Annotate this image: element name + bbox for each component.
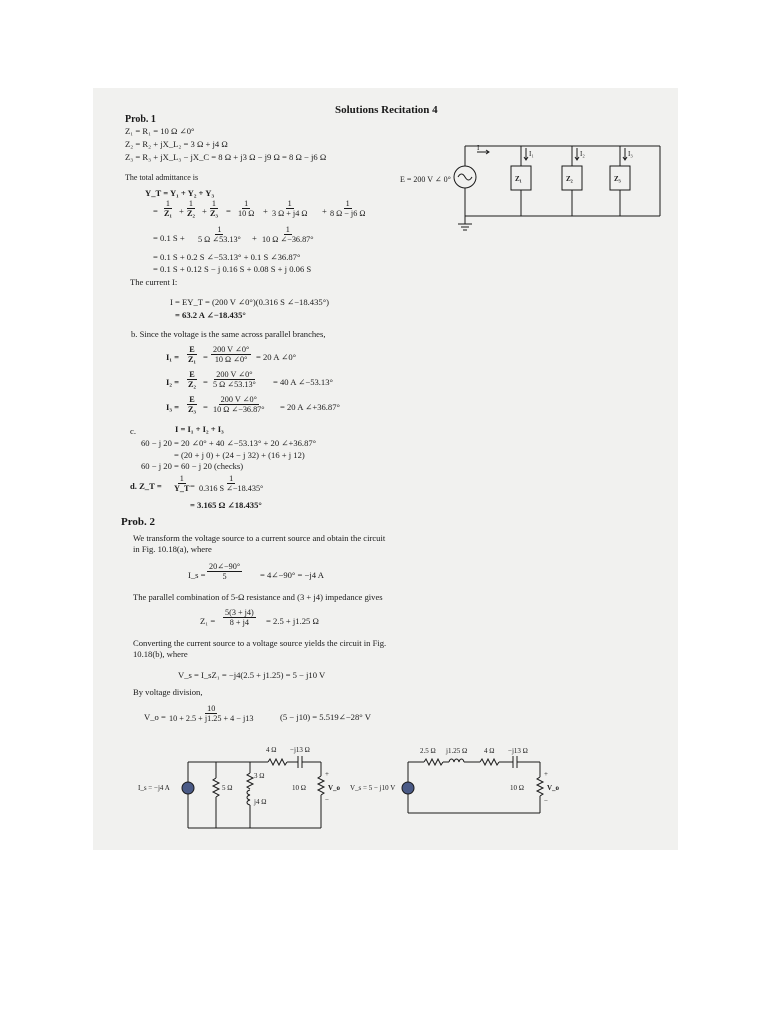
current-source-icon bbox=[182, 782, 194, 794]
prob1-z1: Z₁ = R₁ = 10 Ω ∠0° bbox=[125, 126, 195, 136]
prob1-z2: Z₂ = R₂ + jX_L₂ = 3 Ω + j4 Ω bbox=[125, 139, 228, 149]
prob1-z3: Z₃ = R₃ + jX_L₃ − jX_C = 8 Ω + j3 Ω − j9 Ω = 8 Ω − j6 Ω bbox=[125, 152, 327, 162]
z1-lhs: Z₁ = bbox=[200, 616, 216, 626]
eq-sign: = bbox=[190, 481, 195, 491]
prob1-current-intro: The current I: bbox=[130, 277, 178, 287]
eq-sign: = bbox=[203, 352, 208, 362]
eq-sign: = bbox=[153, 206, 158, 216]
z1-result: = 2.5 + j1.25 Ω bbox=[266, 616, 319, 626]
frac-e-z1: $\frac{E}{\text{Z₁}}$ bbox=[188, 345, 196, 364]
plus-sign: + bbox=[322, 206, 327, 216]
eq-sign: = bbox=[203, 402, 208, 412]
circuit2a-r5: 5 Ω bbox=[222, 784, 233, 792]
vs-eq: V_s = I_sZ₁ = −j4(2.5 + j1.25) = 5 − j10 V bbox=[178, 670, 326, 680]
circuit2a-vo: V_o bbox=[328, 784, 341, 792]
prob1-admittance-intro: The total admittance is bbox=[125, 173, 199, 182]
eq-sign: = bbox=[203, 377, 208, 387]
circuit2a-r4: 4 Ω bbox=[266, 746, 277, 754]
c-line1: 60 − j 20 = 20 ∠0° + 40 ∠−53.13° + 20 ∠+36.87° bbox=[141, 438, 317, 448]
prob2-p3a: Converting the current source to a voltage source yields the circuit in Fig. bbox=[133, 638, 387, 648]
circuit2b-minus: − bbox=[544, 797, 548, 805]
prob1-l3-pre: = 0.1 S + bbox=[153, 233, 185, 243]
circuit1-z3: Z₃ bbox=[614, 175, 621, 183]
circuit2a-diagram bbox=[138, 740, 341, 835]
circuit2a-minus: − bbox=[325, 796, 329, 804]
circuit2b-plus: + bbox=[544, 770, 548, 778]
circuit2b-r25: 2.5 Ω bbox=[420, 747, 436, 755]
frac-z1: $\frac{5(3 + j4)}{8 + j4}$ bbox=[225, 608, 254, 627]
prob1-l4: = 0.1 S + 0.2 S ∠−53.13° + 0.1 S ∠36.87° bbox=[153, 252, 301, 262]
prob2-heading: Prob. 2 bbox=[121, 516, 156, 528]
circuit1-i-total: I bbox=[477, 144, 480, 152]
circuit1-i2: I₂ bbox=[580, 150, 585, 158]
frac-1-z3: $\frac{1}{\text{Z₃}}$ bbox=[210, 199, 218, 218]
frac-vo: $\frac{10}{10 + 2.5 + j1.25 + 4 - j13}$ bbox=[169, 704, 254, 723]
c-line3: 60 − j 20 = 60 − j 20 (checks) bbox=[141, 461, 244, 471]
circuit2b-c13: −j13 Ω bbox=[508, 747, 528, 755]
i1-result: = 20 A ∠0° bbox=[256, 352, 297, 362]
circuit2a-l4: j4 Ω bbox=[254, 798, 267, 806]
circuit1-diagram bbox=[455, 138, 670, 230]
is-result: = 4∠−90° = −j4 A bbox=[260, 570, 324, 580]
circuit2a-r10: 10 Ω bbox=[292, 784, 306, 792]
circuit2b-diagram bbox=[350, 745, 560, 820]
vo-lhs: V_o = bbox=[144, 712, 166, 722]
prob2-p1b: in Fig. 10.18(a), where bbox=[133, 544, 212, 554]
plus-sign: + bbox=[179, 206, 184, 216]
i3-lhs: I₃ = bbox=[166, 402, 179, 412]
frac-1-z3-value: $\frac{1}{8 \Omega - j6 \Omega}$ bbox=[330, 199, 366, 218]
frac-200-10-neg: $\frac{200 V \angle 0^\circ}{10 \Omega \angle-36.87^\circ}$ bbox=[213, 395, 265, 414]
i2-lhs: I₂ = bbox=[166, 377, 179, 387]
i3-result: = 20 A ∠+36.87° bbox=[280, 402, 340, 412]
prob1-b-text: b. Since the voltage is the same across parallel branches, bbox=[131, 329, 326, 339]
frac-is: $\frac{20\angle-90^\circ}{5}$ bbox=[209, 562, 241, 581]
frac-1-0316: $\frac{1}{0.316 S \angle-18.435^\circ}$ bbox=[199, 474, 264, 493]
frac-1-z2-value: $\frac{1}{3 \Omega + j4 \Omega}$ bbox=[272, 199, 308, 218]
vo-result: (5 − j10) = 5.519∠−28° V bbox=[280, 712, 371, 722]
i2-result: = 40 A ∠−53.13° bbox=[273, 377, 333, 387]
prob2-p1a: We transform the voltage source to a current source and obtain the circuit bbox=[133, 533, 386, 543]
frac-1-5ohm: $\frac{1}{5 \Omega \angle 53.13^\circ}$ bbox=[198, 225, 241, 244]
frac-1-z1: $\frac{1}{\text{Z₁}}$ bbox=[164, 199, 172, 218]
eq-sign: = bbox=[226, 206, 231, 216]
circuit1-z1: Z₁ bbox=[515, 175, 522, 183]
circuit1-i1: I₁ bbox=[529, 150, 534, 158]
circuit2a-c13: −j13 Ω bbox=[290, 746, 310, 754]
c-label: c. bbox=[130, 426, 136, 436]
frac-200-5: $\frac{200 V \angle 0^\circ}{5 \Omega \angle 53.13^\circ}$ bbox=[213, 370, 256, 389]
circuit2a-r3: 3 Ω bbox=[254, 772, 265, 780]
plus-sign: + bbox=[263, 206, 268, 216]
d-result: = 3.165 Ω ∠18.435° bbox=[190, 500, 262, 510]
prob2-p4: By voltage division, bbox=[133, 687, 203, 697]
frac-e-z2: $\frac{E}{\text{Z₂}}$ bbox=[188, 370, 196, 389]
frac-1-yt: $\frac{1}{Y\_T}$ bbox=[174, 474, 190, 493]
c-eq: I = I₁ + I₂ + I₃ bbox=[175, 424, 224, 434]
page-title: Solutions Recitation 4 bbox=[335, 104, 438, 116]
circuit2b-vs: V_s = 5 − j10 V bbox=[350, 784, 396, 792]
prob2-p2: The parallel combination of 5-Ω resistance and (3 + j4) impedance gives bbox=[133, 592, 383, 602]
i1-lhs: I₁ = bbox=[166, 352, 179, 362]
frac-e-z3: $\frac{E}{\text{Z₃}}$ bbox=[188, 395, 196, 414]
frac-1-z2: $\frac{1}{\text{Z₂}}$ bbox=[187, 199, 195, 218]
circuit1-source-label: E = 200 V ∠ 0° bbox=[400, 175, 451, 184]
circuit1-z2: Z₂ bbox=[566, 175, 573, 183]
prob1-i-result: = 63.2 A ∠−18.435° bbox=[175, 310, 246, 320]
prob1-i-eq: I = EY_T = (200 V ∠0°)(0.316 S ∠−18.435°) bbox=[170, 297, 329, 307]
voltage-source-icon bbox=[402, 782, 414, 794]
prob1-yt: Y_T = Y₁ + Y₂ + Y₃ bbox=[145, 188, 215, 198]
frac-1-10ohm-angle: $\frac{1}{10 \Omega \angle-36.87^\circ}$ bbox=[262, 225, 314, 244]
prob1-l5: = 0.1 S + 0.12 S − j 0.16 S + 0.08 S + j 0.06 S bbox=[153, 264, 312, 274]
circuit2b-l125: j1.25 Ω bbox=[446, 747, 468, 755]
circuit2a-plus: + bbox=[325, 770, 329, 778]
plus-sign: + bbox=[252, 233, 257, 243]
circuit2b-r10: 10 Ω bbox=[510, 784, 524, 792]
prob2-p3b: 10.18(b), where bbox=[133, 649, 188, 659]
frac-1-10ohm: $\frac{1}{10 \Omega}$ bbox=[238, 199, 255, 218]
is-lhs: I_s = bbox=[188, 570, 206, 580]
circuit2a-is: I_s = −j4 A bbox=[138, 784, 170, 792]
circuit1-i3: I₃ bbox=[628, 150, 633, 158]
c-line2: = (20 + j 0) + (24 − j 32) + (16 + j 12) bbox=[174, 450, 305, 460]
prob1-heading: Prob. 1 bbox=[125, 114, 156, 125]
d-lhs: d. Z_T = bbox=[130, 481, 162, 491]
plus-sign: + bbox=[202, 206, 207, 216]
frac-200-10: $\frac{200 V \angle 0^\circ}{10 \Omega \angle 0^\circ}$ bbox=[213, 345, 250, 364]
circuit2b-r4: 4 Ω bbox=[484, 747, 495, 755]
circuit2b-vo: V_o bbox=[547, 784, 560, 792]
